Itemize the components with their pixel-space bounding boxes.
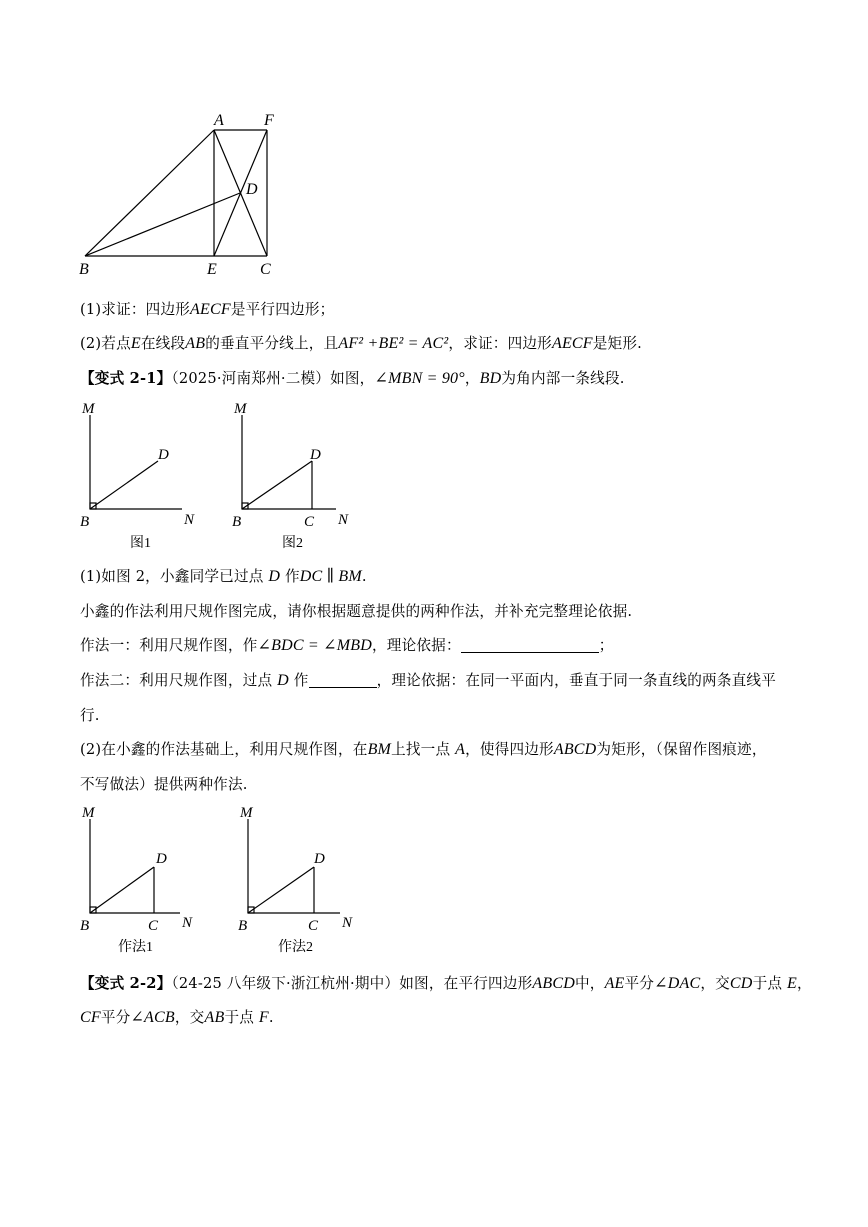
method-2-cont: 行. [80, 707, 100, 724]
label-d: D [158, 447, 169, 463]
label-b: B [80, 918, 90, 934]
label-m: M [82, 805, 95, 821]
label-b: B [79, 261, 89, 278]
q1-part2: (2)若点E在线段AB的垂直平分线上，且AF² +BE² = AC²，求证：四边形AECF是矩形. [80, 335, 642, 352]
label-b: B [238, 918, 248, 934]
label-c: C [260, 261, 271, 278]
label-d: D [310, 447, 321, 463]
label-a: A [214, 112, 224, 129]
figure-method-2 [228, 797, 378, 962]
figure-angle-2 [222, 393, 372, 558]
q1-part1: (1)求证：四边形AECF是平行四边形； [80, 301, 335, 318]
figure-rectangle-aecf [70, 105, 290, 285]
label-d: D [246, 181, 258, 198]
variant-2-1-header: 【变式 2-1】（2025·河南郑州·二模）如图，∠MBN = 90°，BD为角内部一条线段. [80, 370, 625, 387]
label-n: N [182, 915, 193, 931]
label-b: B [232, 514, 242, 530]
part2-cont: 不写做法）提供两种作法. [80, 776, 248, 793]
label-n: N [338, 512, 349, 528]
variant-2-2-header: 【变式 2-2】（24-25 八年级下·浙江杭州·期中）如图，在平行四边形ABCD中，AE平分∠DAC，交CD于点 E， [80, 975, 812, 992]
label-n: N [342, 915, 353, 931]
answer-blank-1[interactable] [461, 638, 599, 653]
label-d: D [156, 851, 167, 867]
caption-method1: 作法1 [118, 940, 153, 955]
caption-fig2: 图2 [282, 536, 303, 551]
answer-blank-2[interactable] [309, 673, 377, 688]
variant-2-2-cont: CF平分∠ACB，交AB于点 F. [80, 1009, 274, 1026]
label-m: M [240, 805, 253, 821]
label-c: C [304, 514, 315, 530]
label-n: N [184, 512, 195, 528]
part2-statement: (2)在小鑫的作法基础上，利用尺规作图，在BM上找一点 A，使得四边形ABCD为矩形，（保留作图痕迹， [80, 741, 767, 758]
figure-angle-1 [70, 393, 210, 558]
label-f: F [264, 112, 274, 129]
label-c: C [148, 918, 159, 934]
label-m: M [234, 401, 247, 417]
figure-method-1 [70, 797, 210, 962]
caption-fig1: 图1 [130, 536, 151, 551]
label-m: M [82, 401, 95, 417]
label-b: B [80, 514, 90, 530]
label-e: E [207, 261, 217, 278]
label-d: D [314, 851, 325, 867]
method-1: 作法一：利用尺规作图，作∠BDC = ∠MBD，理论依据： ； [80, 637, 614, 654]
method-2: 作法二：利用尺规作图，过点 D 作 ，理论依据：在同一平面内，垂直于同一条直线的两条直线平 [80, 672, 777, 689]
label-c: C [308, 918, 319, 934]
part1-statement: (1)如图 2，小鑫同学已过点 D 作DC ∥ BM. [80, 568, 367, 585]
intro-text: 小鑫的作法利用尺规作图完成，请你根据题意提供的两种作法，并补充完整理论依据. [80, 603, 633, 620]
caption-method2: 作法2 [278, 940, 313, 955]
